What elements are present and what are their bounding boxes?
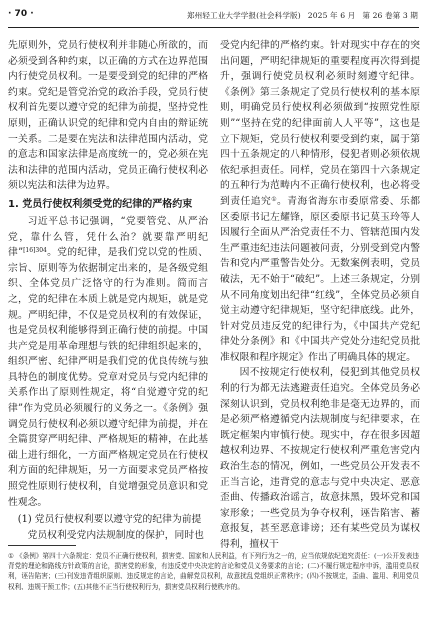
footnote	[8, 551, 419, 592]
footnote-mark: ①	[8, 552, 14, 560]
left-column	[8, 38, 208, 539]
paragraph-text: 。青海省海东市委原常委、乐都区委原书记左耀锋，原区委原书记莫玉玲等人因履行全面从严治党责任不力、管辖范围内发生严重违纪违法问题被问责，分别受到党内警告和党内严重警告处分。无数案例表明，党员破法，无不始于“破纪”。上述三条规定，分别从不同角度划出纪律“红线”，全体党员必须自觉主动遵守纪律规矩，坚守纪律底线。此外，针对党员违反党的纪律行为，《中国共产党纪律处分条例》和《中国共产党处分违纪党员批准权限和程序规定》作出了明确具体的规定。	[220, 195, 420, 363]
paragraph-text: 习近平总书记强调，“党要管党、从严治党，靠什么管，凭什么治？就要靠严明纪律”	[8, 215, 208, 259]
header-rule	[8, 27, 419, 28]
footnote-text: 《条例》第四十六条规定：党员不正确行使权利，损害党、国家和人民利益，有下列行为之一的，应当依规依纪追究责任：(一)公开发表违背党的理论和路线方针政策的言论，损害党的形象，有违反党中央决定的言论和党员义务要求的言论；(二)不履行规定程序申诉，滥用党员权利，诬告陷害；(三)刊发违背组织原则、违反规定的言论，曲解党员权利，故意扰乱党组织正常秩序；(四)不按规定，歪曲、滥用、利用党员权利、违规干预工作；(五)其他不正当行使权利行为，损害党员权利行使秩序的。	[8, 552, 419, 591]
right-column	[220, 38, 420, 550]
paragraph-text: 受党内纪律的严格约束。针对现实中存在的突出问题，严明纪律规矩的重要程度再次得到提升，强调行使党员权利必须时刻遵守纪律。《条例》第三条规定了党员行使权利的基本原则，明确党员行使权利必须做到“按照党性原则”“坚持在党的纪律面前人人平等”，这也是立下规矩，党员行使权利要受到约束，属于第四十五条规定的八种情形，侵犯者则必须依规依纪承担责任。同样，党员在第四十六条规定的五种行为范畴内不正确行使权利，也必将受到责任追究	[220, 40, 420, 207]
paragraph: 先原则外，党员行使权利并非随心所欲的，而必须受到各种约束，以正确的方式在边界范围内行使党员权利。一是要受到党的纪律的严格约束。党纪是管党治党的政治手段，党员行使权利首先要以遵守党的纪律为前提，坚持党性原则，正确认识党的纪律和党内自由的辩证统一关系。二是要在宪法和法律范围内活动，党的意志和国家法律是高度统一的，党必须在宪法和法律的范围内活动，党员正确行使权利必须以宪法和法律为边界。	[8, 40, 208, 192]
subsection-heading: (1) 党员行使权利要以遵守党的纪律为前提	[17, 514, 202, 526]
citation-marker: [16]304	[23, 247, 47, 255]
footnote-marker[interactable]: ①	[271, 195, 278, 203]
paragraph: 党员权利受党内法规制度的保护，同时也	[27, 529, 204, 541]
paragraph: 因不按规定行使权利，侵犯到其他党员权利的行为都无法逃避责任追究。全体党员务必深刻认识到，党员权利绝非是毫无边界的，而是必须严格遵循党内法规制度与纪律要求，在既定框架内审慎行使。现实中，存在很多因超越权利边界、不按规定行使权利严重危害党内政治生态的情况，例如，一些党员公开发表不正当言论，违背党的意志与党中央决定、恶意歪曲、传播政治谣言，故意抹黑，毁坏党和国家形象；一些党员为争夺权利，诬告陷害、蓄意报复，甚至恶意诽谤；还有某些党员为谋权得利，擅权干	[220, 367, 420, 550]
paragraph-text: 。党的纪律，是我们党以党的性质、宗旨、原则等为依据制定出来的，是各级党组织、全体党员广泛恪守的行为准则。简而言之，党的纪律在本质上就是党内规矩，就是党规。严明纪律，不仅是党员权利的有效保证，也是党员权利能够得到正确行使的前提。中国共产党是用革命理想与铁的纪律组织起来的，组织严密、纪律严明是我们党的优良传统与独具特色的制度优势。党章对党员与党内纪律的关系作出了原则性规定，将“自觉遵守党的纪律”作为党员必须履行的义务之一。《条例》强调党员行使权利必须以遵守纪律为前提，并在全篇贯穿严明纪律、严格规矩的精神，在此基础上进行细化，一方面严格规定党员在行使权利方面的纪律规矩，另一方面要求党员严格按照党性原则行使权利，自觉增强党员意识和党性观念。	[8, 247, 209, 508]
running-header	[0, 0, 427, 30]
journal-date: 2025 年 6 月	[307, 11, 356, 20]
journal-info	[180, 10, 418, 21]
footnote-rule	[8, 545, 76, 546]
section-heading: 1. 党员行使权利须受党的纪律的严格约束	[8, 198, 193, 210]
page-number: · 70 ·	[8, 9, 34, 19]
journal-name: 郑州轻工业大学学报(社会科学版)	[186, 11, 301, 20]
paragraph	[220, 38, 420, 365]
paragraph	[8, 214, 208, 510]
journal-volume: 第 26 卷第 3 期	[362, 11, 418, 20]
